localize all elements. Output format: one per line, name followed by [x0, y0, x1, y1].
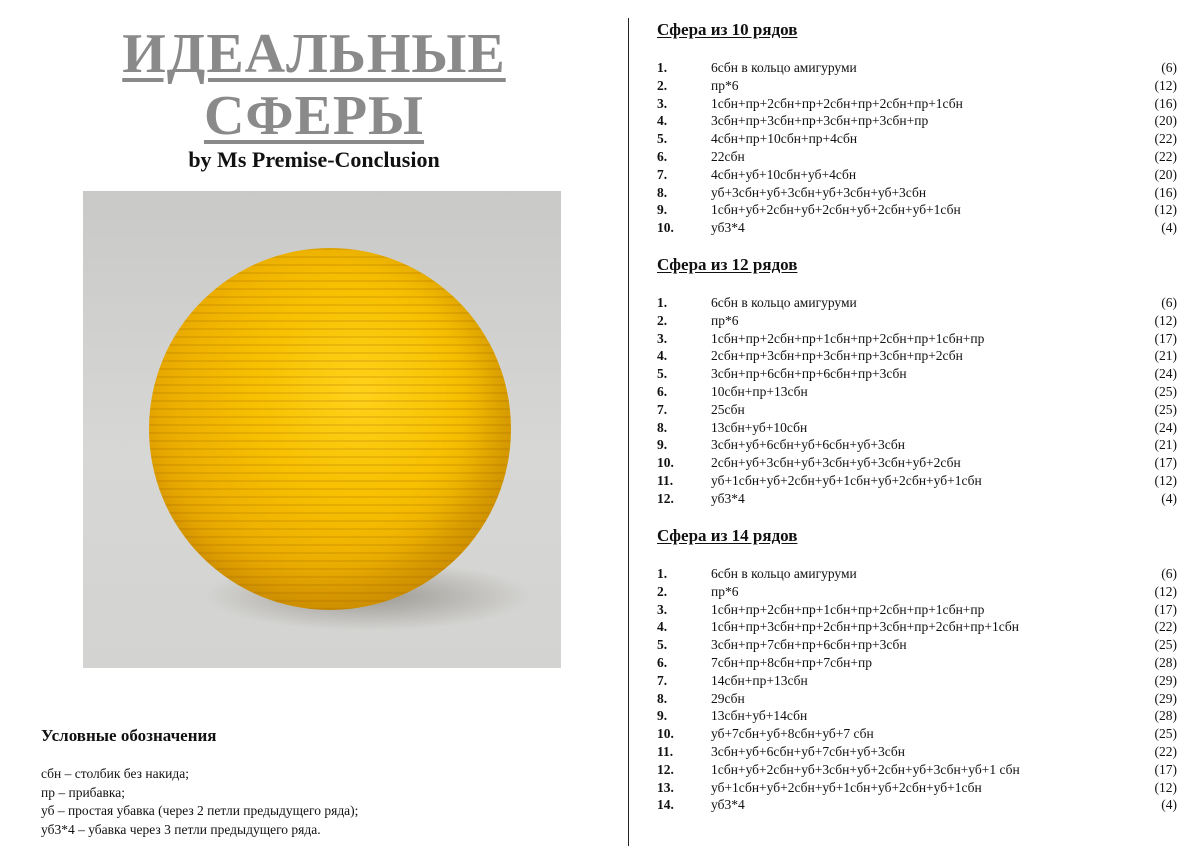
- row-instruction: уб+7сбн+уб+8сбн+уб+7 сбн: [711, 726, 874, 742]
- row-number: 9.: [657, 708, 668, 724]
- row-number: 2.: [657, 77, 668, 93]
- pattern-row: [657, 419, 1177, 437]
- pattern-row: [657, 743, 1177, 761]
- section-title: Сфера из 14 рядов: [657, 526, 798, 545]
- pattern-row: [657, 294, 1177, 312]
- row-stitch-count: (25): [1154, 726, 1177, 742]
- row-instruction: 25сбн: [711, 401, 745, 417]
- row-number: 13.: [657, 779, 674, 795]
- row-stitch-count: (20): [1154, 166, 1177, 182]
- row-instruction: 1сбн+пр+2сбн+пр+1сбн+пр+2сбн+пр+1сбн+пр: [711, 330, 985, 346]
- section-10-rows: [657, 19, 1177, 237]
- row-number: 11.: [657, 472, 674, 488]
- legend-title: Условные обозначения: [41, 726, 217, 745]
- pattern-row: [657, 219, 1177, 237]
- pattern-row: [657, 436, 1177, 454]
- row-instruction: 6сбн в кольцо амигуруми: [711, 566, 857, 581]
- row-number: 7.: [657, 401, 668, 417]
- pattern-rows: [657, 294, 1177, 508]
- row-stitch-count: (21): [1154, 437, 1177, 453]
- pattern-row: [657, 148, 1177, 166]
- row-stitch-count: (17): [1154, 455, 1177, 471]
- row-number: 3.: [657, 95, 668, 111]
- row-instruction: уб3*4: [711, 490, 745, 506]
- row-instruction: 14сбн+пр+13сбн: [711, 672, 808, 688]
- row-instruction: 1сбн+пр+2сбн+пр+2сбн+пр+2сбн+пр+1сбн: [711, 95, 963, 111]
- legend-item: уб3*4 – убавка через 3 петли предыдущего ряда.: [41, 821, 321, 837]
- row-stitch-count: (4): [1161, 797, 1177, 813]
- row-number: 10.: [657, 726, 674, 742]
- pattern-row: [657, 130, 1177, 148]
- row-stitch-count: (22): [1154, 131, 1177, 147]
- pattern-row: [657, 601, 1177, 619]
- row-stitch-count: (28): [1154, 708, 1177, 724]
- row-number: 3.: [657, 601, 668, 617]
- row-stitch-count: (16): [1154, 95, 1177, 111]
- pattern-row: [657, 201, 1177, 219]
- pattern-row: [657, 454, 1177, 472]
- pattern-row: [657, 672, 1177, 690]
- row-instruction: 6сбн в кольцо амигуруми: [711, 60, 857, 75]
- row-number: 12.: [657, 490, 674, 506]
- row-instruction: 3сбн+пр+7сбн+пр+6сбн+пр+3сбн: [711, 637, 907, 653]
- row-number: 6.: [657, 148, 668, 164]
- row-instruction: 1сбн+пр+2сбн+пр+1сбн+пр+2сбн+пр+1сбн+пр: [711, 601, 985, 617]
- pattern-row: [657, 166, 1177, 184]
- row-number: 9.: [657, 437, 668, 453]
- row-number: 2.: [657, 312, 668, 328]
- row-instruction: 6сбн в кольцо амигуруми: [711, 295, 857, 310]
- row-number: 7.: [657, 166, 668, 182]
- yellow-crochet-ball-photo: [83, 191, 561, 668]
- row-number: 10.: [657, 455, 674, 471]
- pattern-row: [657, 565, 1177, 583]
- section-12-rows: [657, 254, 1177, 508]
- row-stitch-count: (4): [1161, 490, 1177, 506]
- row-number: 2.: [657, 583, 668, 599]
- row-instruction: 3сбн+пр+6сбн+пр+6сбн+пр+3сбн: [711, 366, 907, 382]
- row-instruction: 10сбн+пр+13сбн: [711, 383, 808, 399]
- row-stitch-count: (25): [1154, 637, 1177, 653]
- section-title: Сфера из 10 рядов: [657, 20, 798, 39]
- row-number: 8.: [657, 419, 668, 435]
- row-instruction: 3сбн+уб+6сбн+уб+6сбн+уб+3сбн: [711, 437, 906, 453]
- row-stitch-count: (24): [1154, 419, 1177, 435]
- row-stitch-count: (28): [1154, 654, 1177, 670]
- row-number: 5.: [657, 637, 668, 653]
- row-stitch-count: (21): [1154, 348, 1177, 364]
- crochet-ball-icon: [149, 248, 511, 610]
- row-instruction: пр*6: [711, 583, 739, 599]
- row-stitch-count: (12): [1154, 779, 1177, 795]
- page-title-line-1: ИДЕАЛЬНЫЕ: [122, 23, 506, 85]
- row-stitch-count: (17): [1154, 761, 1177, 777]
- page-title-line-2: СФЕРЫ: [203, 85, 425, 147]
- row-instruction: 7сбн+пр+8сбн+пр+7сбн+пр: [711, 654, 872, 670]
- pattern-row: [657, 490, 1177, 508]
- row-stitch-count: (20): [1154, 113, 1177, 129]
- row-instruction: 4сбн+пр+10сбн+пр+4сбн: [711, 131, 858, 147]
- row-instruction: 3сбн+уб+6сбн+уб+7сбн+уб+3сбн: [711, 743, 906, 759]
- row-stitch-count: (17): [1154, 330, 1177, 346]
- row-number: 7.: [657, 672, 668, 688]
- row-stitch-count: (24): [1154, 366, 1177, 382]
- pattern-row: [657, 472, 1177, 490]
- row-instruction: 13сбн+уб+14сбн: [711, 708, 808, 724]
- row-number: 1.: [657, 566, 668, 581]
- pattern-row: [657, 796, 1177, 814]
- row-number: 1.: [657, 295, 668, 310]
- row-stitch-count: (12): [1154, 472, 1177, 488]
- row-number: 9.: [657, 202, 668, 218]
- legend-item: сбн – столбик без накида;: [41, 766, 189, 781]
- row-instruction: уб3*4: [711, 797, 745, 813]
- row-stitch-count: (6): [1161, 295, 1177, 310]
- row-stitch-count: (12): [1154, 312, 1177, 328]
- row-instruction: уб+1сбн+уб+2сбн+уб+1сбн+уб+2сбн+уб+1сбн: [711, 779, 982, 795]
- row-instruction: уб+1сбн+уб+2сбн+уб+1сбн+уб+2сбн+уб+1сбн: [711, 472, 982, 488]
- pattern-row: [657, 112, 1177, 130]
- row-number: 12.: [657, 761, 674, 777]
- pattern-row: [657, 401, 1177, 419]
- pattern-row: [657, 583, 1177, 601]
- row-number: 8.: [657, 690, 668, 706]
- row-stitch-count: (25): [1154, 383, 1177, 399]
- row-instruction: 1сбн+уб+2сбн+уб+2сбн+уб+2сбн+уб+1сбн: [711, 202, 961, 218]
- row-number: 8.: [657, 184, 668, 200]
- row-stitch-count: (12): [1154, 202, 1177, 218]
- legend-item: пр – прибавка;: [41, 784, 126, 800]
- row-stitch-count: (17): [1154, 601, 1177, 617]
- row-instruction: пр*6: [711, 77, 739, 93]
- pattern-row: [657, 725, 1177, 743]
- pattern-row: [657, 365, 1177, 383]
- legend-list: [41, 765, 358, 839]
- row-stitch-count: (25): [1154, 401, 1177, 417]
- row-number: 6.: [657, 383, 668, 399]
- row-stitch-count: (16): [1154, 184, 1177, 200]
- pattern-row: [657, 690, 1177, 708]
- row-instruction: 13сбн+уб+10сбн: [711, 419, 808, 435]
- row-number: 4.: [657, 348, 668, 364]
- row-instruction: 29сбн: [711, 690, 745, 706]
- row-number: 4.: [657, 619, 668, 635]
- column-divider: [628, 18, 629, 846]
- pattern-row: [657, 618, 1177, 636]
- section-14-rows: [657, 525, 1177, 814]
- row-number: 5.: [657, 131, 668, 147]
- row-stitch-count: (22): [1154, 619, 1177, 635]
- legend-item: уб – простая убавка (через 2 петли предыдущего ряда);: [41, 803, 359, 818]
- pattern-row: [657, 761, 1177, 779]
- row-stitch-count: (6): [1161, 566, 1177, 581]
- row-number: 4.: [657, 113, 668, 129]
- row-stitch-count: (22): [1154, 743, 1177, 759]
- row-stitch-count: (29): [1154, 672, 1177, 688]
- pattern-rows: [657, 59, 1177, 237]
- pattern-row: [657, 636, 1177, 654]
- row-stitch-count: (12): [1154, 583, 1177, 599]
- row-stitch-count: (22): [1154, 148, 1177, 164]
- row-number: 11.: [657, 743, 674, 759]
- pattern-row: [657, 383, 1177, 401]
- row-number: 5.: [657, 366, 668, 382]
- section-title: Сфера из 12 рядов: [657, 255, 798, 274]
- author-line: by Ms Premise-Conclusion: [188, 147, 440, 172]
- row-stitch-count: (4): [1161, 220, 1177, 236]
- row-number: 1.: [657, 60, 668, 75]
- row-instruction: 22сбн: [711, 148, 745, 164]
- row-number: 3.: [657, 330, 668, 346]
- pattern-row: [657, 77, 1177, 95]
- row-number: 10.: [657, 220, 674, 236]
- pattern-row: [657, 95, 1177, 113]
- row-instruction: 2сбн+уб+3сбн+уб+3сбн+уб+3сбн+уб+2сбн: [711, 455, 961, 471]
- row-stitch-count: (29): [1154, 690, 1177, 706]
- row-instruction: 1сбн+уб+2сбн+уб+3сбн+уб+2сбн+уб+3сбн+уб+1 сбн: [711, 761, 1020, 777]
- pattern-row: [657, 779, 1177, 797]
- pattern-row: [657, 312, 1177, 330]
- row-number: 14.: [657, 797, 674, 813]
- pattern-row: [657, 59, 1177, 77]
- row-instruction: уб+3сбн+уб+3сбн+уб+3сбн+уб+3сбн: [711, 184, 927, 200]
- pattern-row: [657, 654, 1177, 672]
- row-instruction: пр*6: [711, 312, 739, 328]
- pattern-row: [657, 707, 1177, 725]
- row-number: 6.: [657, 654, 668, 670]
- row-instruction: 2сбн+пр+3сбн+пр+3сбн+пр+3сбн+пр+2сбн: [711, 348, 963, 364]
- pattern-row: [657, 330, 1177, 348]
- pattern-rows: [657, 565, 1177, 814]
- row-stitch-count: (12): [1154, 77, 1177, 93]
- row-stitch-count: (6): [1161, 60, 1177, 75]
- row-instruction: 1сбн+пр+3сбн+пр+2сбн+пр+3сбн+пр+2сбн+пр+1сбн: [711, 619, 1020, 635]
- row-instruction: 3сбн+пр+3сбн+пр+3сбн+пр+3сбн+пр: [711, 113, 929, 129]
- pattern-row: [657, 347, 1177, 365]
- row-instruction: 4сбн+уб+10сбн+уб+4сбн: [711, 166, 857, 182]
- row-instruction: уб3*4: [711, 220, 745, 236]
- pattern-row: [657, 184, 1177, 202]
